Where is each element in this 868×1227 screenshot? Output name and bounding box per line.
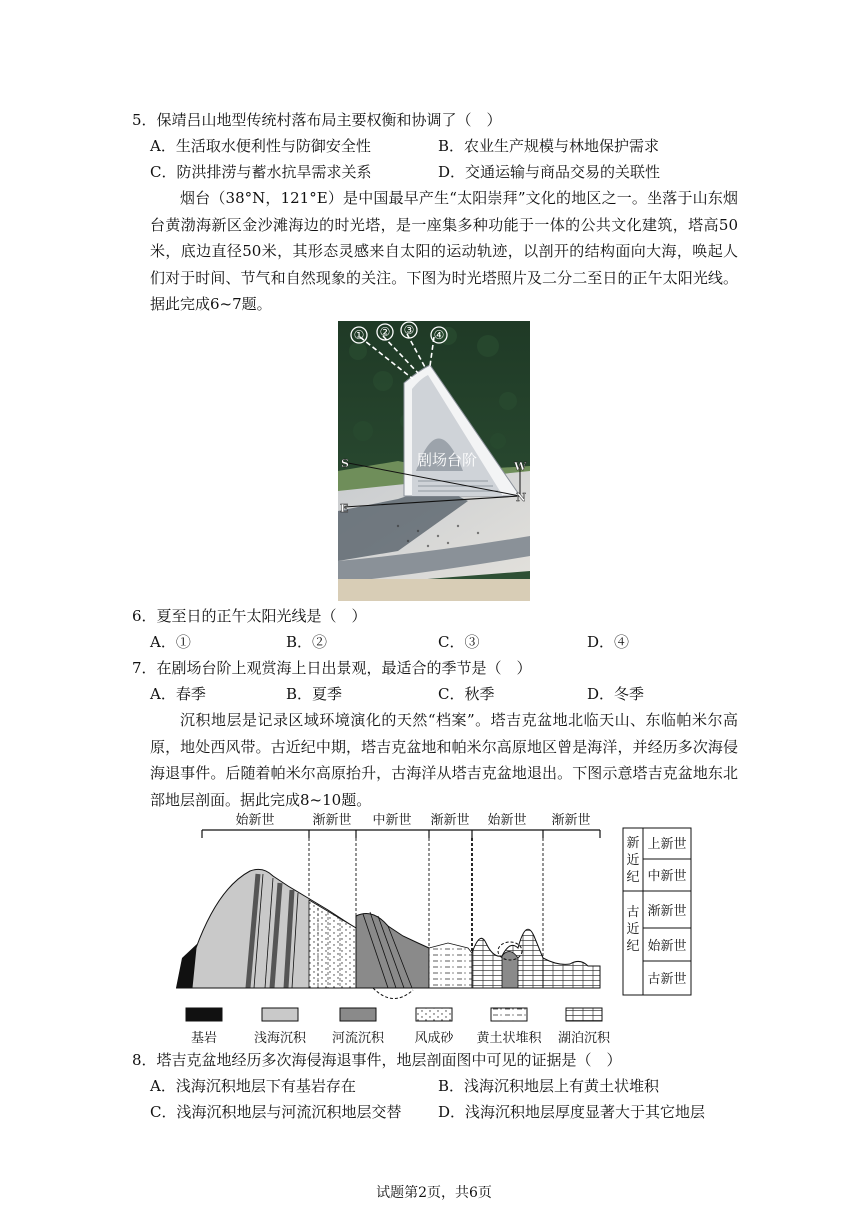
q8-stem: 8．塔吉克盆地经历多次海侵海退事件，地层剖面图中可见的证据是（ ） — [132, 1051, 622, 1069]
svg-text:③: ③ — [403, 323, 415, 337]
theatre-steps-label: 剧场台阶 — [417, 451, 478, 469]
legend-swatch-lake — [566, 1008, 602, 1021]
epoch-eocene: 始新世 — [647, 939, 687, 954]
epoch-miocene: 中新世 — [647, 869, 687, 884]
legend-label-river: 河流沉积 — [331, 1031, 385, 1046]
top-label-3: 中新世 — [372, 813, 412, 828]
q6-option-d: D．④ — [587, 633, 630, 651]
q7-stem: 7．在剧场台阶上观赏海上日出景观，最适合的季节是（ ） — [132, 659, 532, 677]
q7-option-b: B．夏季 — [286, 685, 343, 703]
q8-option-a: A．浅海沉积地层下有基岩存在 — [150, 1077, 356, 1095]
epoch-pliocene: 上新世 — [647, 837, 687, 852]
dir-e: E — [340, 502, 349, 515]
legend-label-loess: 黄土状堆积 — [476, 1031, 542, 1046]
legend-swatch-wind-sand — [416, 1008, 452, 1021]
top-label-2: 渐新世 — [312, 813, 352, 828]
stratigraphic-profile-figure — [168, 808, 708, 1048]
q6-option-c: C．③ — [438, 633, 480, 651]
legend-swatch-river — [340, 1008, 376, 1021]
top-label-5: 始新世 — [487, 813, 527, 828]
q5-option-c: C．防洪排涝与蓄水抗旱需求关系 — [150, 163, 372, 181]
time-tower-photo — [338, 321, 530, 601]
svg-text:④: ④ — [433, 328, 445, 342]
top-label-4: 渐新世 — [430, 813, 470, 828]
svg-text:②: ② — [379, 325, 391, 339]
passage-time-tower: 烟台（38°N，121°E）是中国最早产生“太阳崇拜”文化的地区之一。坐落于山东烟台黄渤海新区金沙滩海边的时光塔，是一座集多种功能于一体的公共文化建筑，塔高50米，底边直径50米，其形态灵感来自太阳的运动轨迹，以剖开的结构面向大海，唤起人们对于时间、节气和自然现象的关注。下图为时光塔照片及二分二至日的正午太阳光线。据此完成6~7题。 — [150, 189, 738, 313]
page-footer: 试题第2页，共6页 — [376, 1185, 492, 1201]
q6-option-a: A．① — [150, 633, 191, 651]
q5-option-a: A．生活取水便利性与防御安全性 — [150, 137, 371, 155]
era-paleogene: 古近纪 — [626, 905, 640, 954]
dir-s: S — [341, 457, 349, 470]
dir-n: N — [516, 491, 527, 504]
q6-option-b: B．② — [286, 633, 328, 651]
legend-label-lake: 湖泊沉积 — [557, 1031, 611, 1046]
passage-tajik-basin: 沉积地层是记录区域环境演化的天然“档案”。塔吉克盆地北临天山、东临帕米尔高原，地处西风带。古近纪中期，塔吉克盆地和帕米尔高原地区曾是海洋，并经历多次海侵海退事件。后随着帕米尔高原抬升，古海洋从塔吉克盆地退出。下图示意塔吉克盆地东北部地层剖面。据此完成8~10题。 — [150, 711, 738, 809]
legend-label-shallow-sea: 浅海沉积 — [253, 1031, 307, 1046]
q8-option-b: B．浅海沉积地层上有黄土状堆积 — [438, 1077, 660, 1095]
q8-option-d: D．浅海沉积地层厚度显著大于其它地层 — [438, 1103, 706, 1121]
legend-swatch-bedrock — [186, 1008, 222, 1021]
epoch-oligocene: 渐新世 — [647, 904, 687, 919]
epoch-paleocene: 古新世 — [647, 972, 687, 987]
q5-option-d: D．交通运输与商品交易的关联性 — [438, 163, 661, 181]
svg-text:①: ① — [353, 328, 365, 342]
q6-stem: 6．夏至日的正午太阳光线是（ ） — [132, 607, 367, 625]
q5-option-b: B．农业生产规模与林地保护需求 — [438, 137, 660, 155]
q7-option-a: A．春季 — [150, 685, 206, 703]
top-label-6: 渐新世 — [551, 813, 591, 828]
top-label-1: 始新世 — [235, 813, 275, 828]
era-neogene: 新近纪 — [626, 836, 640, 885]
dir-w: W — [514, 460, 527, 473]
legend-label-bedrock: 基岩 — [190, 1031, 218, 1046]
q8-option-c: C．浅海沉积地层与河流沉积地层交替 — [150, 1103, 402, 1121]
q5-stem: 5．保靖吕山地型传统村落布局主要权衡和协调了（ ） — [132, 111, 502, 129]
legend-label-wind-sand: 风成砂 — [414, 1031, 454, 1046]
legend-swatch-shallow-sea — [262, 1008, 298, 1021]
q7-option-c: C．秋季 — [438, 685, 495, 703]
q7-option-d: D．冬季 — [587, 685, 645, 703]
legend-swatch-loess — [491, 1008, 527, 1021]
